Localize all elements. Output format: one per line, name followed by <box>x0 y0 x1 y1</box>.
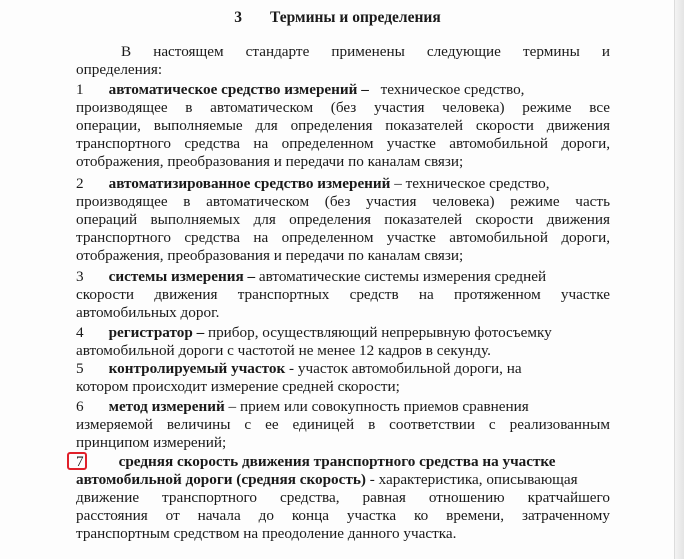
term-7-name-line1: средняя скорость движения транспортного средства на участке <box>118 453 556 470</box>
term-1 <box>76 81 610 171</box>
term-3-number: 3 <box>76 268 84 285</box>
term-6-first-rest: – прием или совокупность приемов сравнения <box>224 398 529 415</box>
term-6-first-line <box>76 398 610 416</box>
term-5-first-line <box>76 360 610 378</box>
term-7-line: движение транспортного средства, равная отношению кратчайшего <box>76 489 610 506</box>
term-1-line: операции, выполняемые для определения показателей скорости движения <box>76 117 610 134</box>
term-4-first-rest: прибор, осуществляющий непрерывную фотосъемку <box>204 324 552 341</box>
term-1-line: производящее в автоматическом (без участия человека) режиме все <box>76 99 610 116</box>
term-7-line: расстояния от начала до конца участка ко времени, затраченному <box>76 507 610 524</box>
term-3-first-line <box>76 268 610 286</box>
term-4-line: автомобильной дороги с частотой не менее 12 кадров в секунду. <box>76 342 491 359</box>
term-1-name: автоматическое средство измерений <box>108 81 358 98</box>
term-1-first-rest: техническое средство, <box>376 81 525 98</box>
term-5-line: котором происходит измерение средней скорости; <box>76 378 400 395</box>
term-2-first-rest: – техническое средство, <box>390 175 550 192</box>
intro-line: В настоящем стандарте применены следующие термины и <box>121 43 610 60</box>
term-2-line: производящее в автоматическом (без участия человека) режиме часть <box>76 193 610 210</box>
term-7 <box>76 453 610 543</box>
term-3 <box>76 268 610 322</box>
term-7-second-rest: - характеристика, описывающая <box>365 471 578 488</box>
term-5-number: 5 <box>76 360 84 377</box>
term-2-first-line <box>76 175 610 193</box>
term-1-line: транспортного средства на определенном участке автомобильной дороги, <box>76 135 610 152</box>
term-3-line: автомобильных дорог. <box>76 304 220 321</box>
term-6 <box>76 398 610 452</box>
term-3-name: системы измерения <box>108 268 244 285</box>
term-4-first-line <box>76 324 610 342</box>
section-title: Термины и определения <box>270 9 441 26</box>
term-4-number: 4 <box>76 324 84 341</box>
term-2 <box>76 175 610 265</box>
term-1-dash: – <box>357 81 369 98</box>
term-6-number: 6 <box>76 398 84 415</box>
term-3-dash: – <box>243 268 256 285</box>
section-heading <box>0 9 675 27</box>
term-5-first-rest: - участок автомобильной дороги, на <box>285 360 522 377</box>
term-7-number: 7 <box>76 453 84 470</box>
term-6-line: измеряемой величины с ее единицей в соответствии с реализованным <box>76 416 610 433</box>
term-6-name: метод измерений <box>108 398 225 415</box>
term-7-line: транспортным средством на преодоление данного участка. <box>76 525 457 542</box>
intro-paragraph <box>76 43 610 79</box>
term-7-second-line <box>76 471 610 489</box>
term-2-line: транспортного средства на определенном участке автомобильной дороги, <box>76 229 610 246</box>
term-1-number: 1 <box>76 81 84 98</box>
term-4-name: регистратор <box>108 324 193 341</box>
term-2-name: автоматизированное средство измерений <box>108 175 391 192</box>
intro-line: определения: <box>76 61 163 78</box>
section-number: 3 <box>234 9 242 26</box>
term-3-first-rest: автоматические системы измерения средней <box>255 268 547 285</box>
term-7-name-line2: автомобильной дороги (средняя скорость) <box>76 471 366 488</box>
term-2-number: 2 <box>76 175 84 192</box>
term-4-dash: – <box>192 324 205 341</box>
term-2-line: операций выполняемых для определения показателей скорости движения <box>76 211 610 228</box>
term-5-name: контролируемый участок <box>108 360 286 377</box>
term-2-line: отображения, преобразования и передачи по каналам связи; <box>76 247 464 264</box>
term-7-first-line <box>76 453 610 471</box>
page-edge <box>674 0 684 559</box>
term-6-line: принципом измерений; <box>76 434 227 451</box>
term-1-line: отображения, преобразования и передачи по каналам связи; <box>76 153 464 170</box>
term-5 <box>76 360 610 396</box>
term-1-first-line <box>76 81 610 99</box>
term-4 <box>76 324 610 360</box>
term-3-line: скорости движения транспортных средств на протяженном участке <box>76 286 610 303</box>
